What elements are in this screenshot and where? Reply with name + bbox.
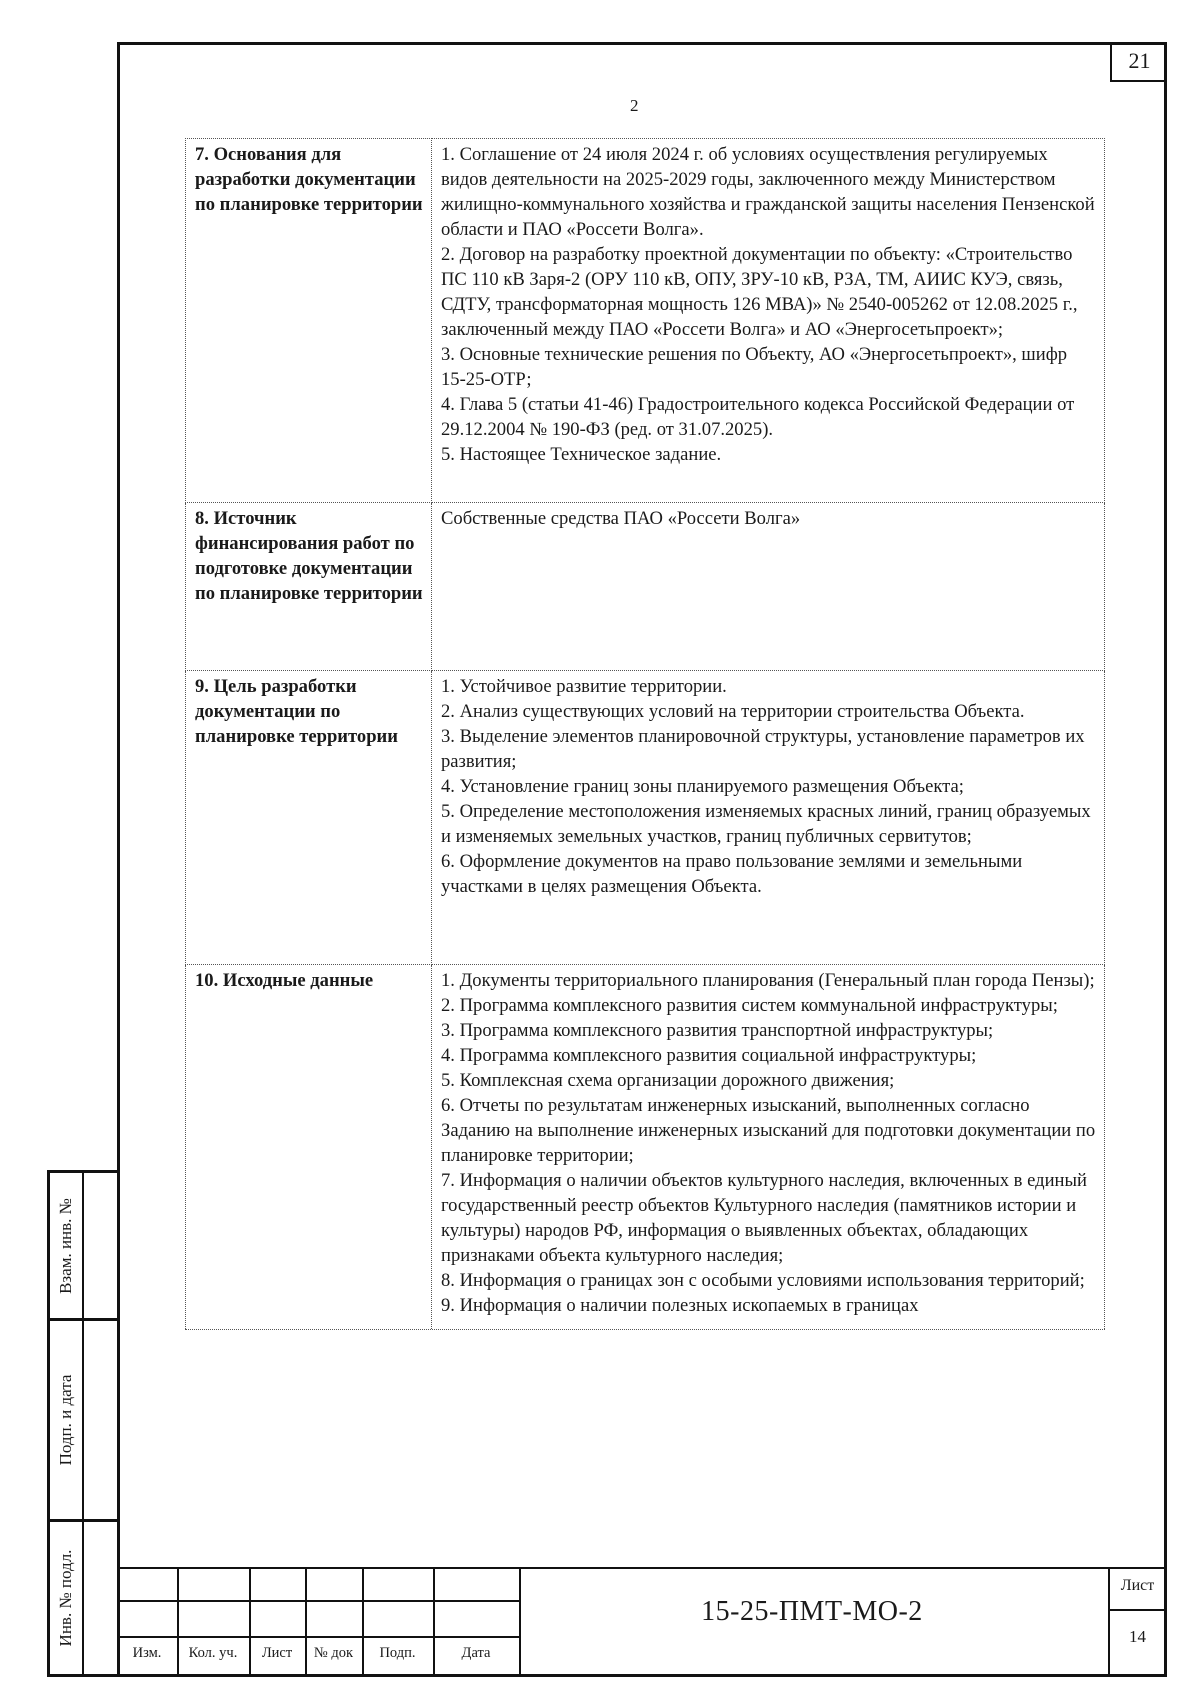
col-list: Лист — [261, 1645, 293, 1661]
document-code: 15-25-ПМТ-МО-2 — [701, 1596, 923, 1627]
list-item: Собственные средства ПАО «Россети Волга» — [441, 508, 801, 529]
row-label: 10. Исходные данные — [186, 965, 432, 1331]
list-item: 2. Договор на разработку проектной документации по объекту: «Строительство ПС 110 кВ Заря-2 (ОРУ 110 кВ, ОПУ, ЗРУ-10 кВ, РЗА, ТМ, АИИС КУЭ, связь, СДТУ, трансформаторная мощность 126 МВА)» № 2540-005262 от 12.08.2025 г., заключенный между ПАО «Россети Волга» и АО «Энергосетьпроект»; — [441, 244, 1078, 340]
stamp-inv — [47, 1519, 117, 1677]
sheet-number: 21 — [1110, 42, 1167, 82]
vzam-label: Взам. инв. № — [56, 1197, 75, 1294]
list-item: 9. Информация о наличии полезных ископаемых в границах — [441, 1295, 919, 1316]
stamp-vzam — [47, 1170, 117, 1318]
table-row — [186, 965, 1105, 1331]
list-item: 5. Настоящее Техническое задание. — [441, 444, 722, 465]
list-item: 6. Отчеты по результатам инженерных изысканий, выполненных согласно Заданию на выполнение инженерных изысканий для подготовки документации по планировке территории; — [441, 1095, 1096, 1166]
table-bottom-edge — [185, 1329, 1105, 1330]
col-kol-uch: Кол. уч. — [188, 1645, 238, 1661]
col-n-dok: № док — [313, 1645, 354, 1661]
inner-page-number: 2 — [630, 96, 639, 115]
list-item: 6. Оформление документов на право пользование землями и земельными участками в целях размещения Объекта. — [441, 851, 1023, 897]
row-label: 9. Цель разработки документации по планировке территории — [186, 671, 432, 965]
row-label: 8. Источник финансирования работ по подготовке документации по планировке территории — [186, 503, 432, 671]
sheet-value: 14 — [1129, 1627, 1146, 1646]
table-row — [186, 139, 1105, 503]
stamp-podp — [47, 1318, 117, 1519]
row-value — [432, 139, 1105, 503]
list-item: 8. Информация о границах зон с особыми условиями использования территорий; — [441, 1270, 1085, 1291]
row-value — [432, 671, 1105, 965]
sheet-label: Лист — [1120, 1577, 1155, 1594]
list-item: 3. Основные технические решения по Объекту, АО «Энергосетьпроект», шифр 15-25-ОТР; — [441, 344, 1068, 390]
list-item: 2. Анализ существующих условий на территории строительства Объекта. — [441, 701, 1025, 722]
col-podp: Подп. — [379, 1645, 416, 1661]
table-row — [186, 503, 1105, 671]
list-item: 1. Соглашение от 24 июля 2024 г. об условиях осуществления регулируемых видов деятельности на 2025-2029 годы, заключенного между Министерством жилищно-коммунального хозяйства и гражданской защиты населения Пензенской области и ПАО «Россети Волга». — [441, 144, 1095, 240]
col-data: Дата — [461, 1645, 491, 1661]
list-item: 4. Установление границ зоны планируемого размещения Объекта; — [441, 776, 964, 797]
list-item: 5. Определение местоположения изменяемых красных линий, границ образуемых и изменяемых земельных участков, границ публичных сервитутов; — [441, 801, 1091, 847]
list-item: 1. Устойчивое развитие территории. — [441, 676, 727, 697]
list-item: 3. Программа комплексного развития транспортной инфраструктуры; — [441, 1020, 994, 1041]
col-izm: Изм. — [132, 1645, 162, 1661]
inv-label: Инв. № подл. — [56, 1549, 75, 1647]
list-item: 5. Комплексная схема организации дорожного движения; — [441, 1070, 895, 1091]
row-label: 7. Основания для разработки документации по планировке территории — [186, 139, 432, 503]
list-item: 3. Выделение элементов планировочной структуры, установление параметров их развития; — [441, 726, 1085, 772]
requirements-table — [185, 138, 1105, 1330]
list-item: 7. Информация о наличии объектов культурного наследия, включенных в единый государственный реестр объектов Культурного наследия (памятников истории и культуры) народов РФ, информация о выявленных объектах, обладающих признаками объекта культурного наследия; — [441, 1170, 1087, 1266]
table-row — [186, 671, 1105, 965]
podp-label: Подп. и дата — [56, 1374, 75, 1466]
row-value — [432, 503, 1105, 671]
list-item: 4. Программа комплексного развития социальной инфраструктуры; — [441, 1045, 977, 1066]
row-value — [432, 965, 1105, 1331]
list-item: 1. Документы территориального планирования (Генеральный план города Пензы); — [441, 970, 1095, 991]
list-item: 4. Глава 5 (статьи 41-46) Градостроительного кодекса Российской Федерации от 29.12.2004 № 190-ФЗ (ред. от 31.07.2025). — [441, 394, 1075, 440]
list-item: 2. Программа комплексного развития систем коммунальной инфраструктуры; — [441, 995, 1058, 1016]
